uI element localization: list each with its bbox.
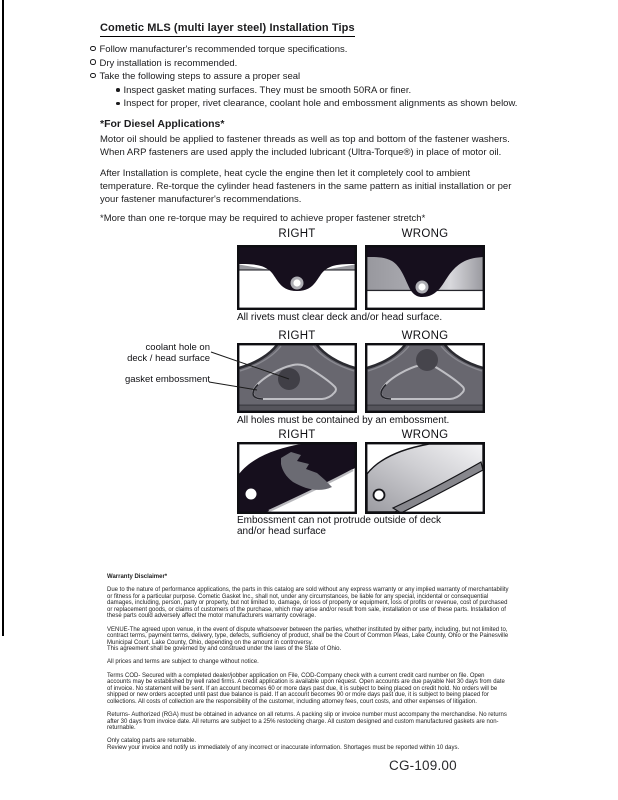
- tip-text: Dry installation is recommended.: [99, 57, 238, 69]
- page-title: Cometic MLS (multi layer steel) Installation Tips: [100, 22, 355, 37]
- filled-bullet-icon: [116, 102, 120, 106]
- list-item: [116, 84, 517, 98]
- embossment-wrong-illustration: [365, 343, 485, 413]
- protrusion-right-illustration: [237, 442, 357, 514]
- tip-text: Inspect for proper, rivet clearance, coolant hole and embossment alignments as shown below.: [123, 98, 518, 109]
- open-bullet-icon: [90, 59, 96, 65]
- diesel-paragraph-2: After Installation is complete, heat cycle the engine then let it completely cool to ambient temperature. Re-torque the cylinder head fasteners in the same pattern as initial installation or per your fastener manufacturer's recommendations.: [100, 168, 512, 205]
- tip-text: Take the following steps to assure a proper seal: [99, 71, 301, 82]
- rivet-clear-wrong-illustration: [365, 245, 485, 310]
- open-bullet-icon: [90, 73, 96, 79]
- fig1-wrong-diagram: [365, 245, 485, 310]
- list-item: [90, 70, 517, 84]
- page-code: CG-109.00: [389, 758, 457, 773]
- gasket-embossment-annotation: gasket embossment: [124, 374, 210, 385]
- disclaimer-paragraph: VENUE-The agreed upon venue, in the event of dispute whatsoever between the parties, whether instituted by either party, including, but not limited to, contract terms, payment terms, delivery, type, defects, sufficiency of product, shall be the Court of Common Pleas, Lake County, Ohio or the Painesville Municipal Court, Lake County, Ohio, depending on the amount in controversy.: [107, 626, 509, 646]
- diesel-paragraph-1: Motor oil should be applied to fastener threads as well as top and bottom of the fastener washers. When ARP fasteners are used apply the included lubricant (Ultra-Torque®) in place of motor oil.: [100, 134, 510, 158]
- fig3-wrong-label: WRONG: [401, 429, 449, 441]
- rivet-clear-right-illustration: [237, 245, 357, 310]
- disclaimer-paragraph: Terms COD- Secured with a completed dealer/jobber application on File, COD-Company check with a current credit card number on file. Open accounts may be established by well rated firms. A credit application is available upon request. Open accounts are due payable Net 30 days from date of invoice. No statement will be sent. If an account becomes 60 or more days past due, it is subject to being placed on credit hold. No orders will be shipped or new orders accepted until past due balance is paid. If an account becomes 90 or more days past due, it is subject to being placed for collections. All costs of collection are the responsibility of the customer, including attorney fees, court costs, and other expenses of litigation.: [107, 672, 505, 705]
- open-bullet-icon: [90, 46, 96, 52]
- fig1-right-diagram: [237, 245, 357, 310]
- disclaimer-paragraph: Review your invoice and notify us immediately of any incorrect or inaccurate information. Shortages must be reported within 10 days.: [107, 744, 460, 751]
- disclaimer-heading: Warranty Disclaimer*: [107, 574, 168, 580]
- fig2-wrong-label: WRONG: [401, 330, 449, 342]
- installation-tips-list: [90, 43, 517, 111]
- warranty-disclaimer: [107, 574, 509, 751]
- fig3-wrong-diagram: [365, 442, 485, 514]
- tip-text: Follow manufacturer's recommended torque specifications.: [99, 44, 348, 55]
- disclaimer-paragraph: All prices and terms are subject to change without notice.: [107, 659, 259, 666]
- fig2-wrong-diagram: [365, 343, 485, 413]
- disclaimer-paragraph: This agreement shall be governed by and construed under the laws of the State of Ohio.: [107, 646, 342, 653]
- fig2-caption: All holes must be contained by an embossment.: [237, 415, 450, 426]
- fig1-right-label: RIGHT: [278, 228, 316, 240]
- protrusion-wrong-illustration: [365, 442, 485, 514]
- fig3-right-label: RIGHT: [278, 429, 316, 441]
- tip-text: Inspect gasket mating surfaces. They must be smooth 50RA or finer.: [123, 84, 412, 96]
- filled-bullet-icon: [116, 88, 120, 92]
- disclaimer-paragraph: Returns- Authorized (RGA) must be obtained in advance on all returns. A packing slip or invoice number must accompany the merchandise. No returns after 30 days from invoice date. All returns are subject to a 25% restocking charge. All custom designed and custom manufactured gaskets are non-returnable.: [107, 712, 507, 732]
- diesel-applications-heading: *For Diesel Applications*: [100, 118, 225, 130]
- left-margin-rule: [2, 0, 4, 636]
- list-item: [90, 57, 517, 71]
- disclaimer-paragraph: Only catalog parts are returnable.: [107, 738, 197, 745]
- fig1-wrong-label: WRONG: [401, 228, 449, 240]
- fig3-caption-line2: and/or head surface: [237, 526, 326, 537]
- annotation-leader-lines: [205, 346, 305, 396]
- fig3-caption-line1: Embossment can not protrude outside of deck: [237, 515, 442, 526]
- disclaimer-paragraph: Due to the nature of performance applications, the parts in this catalog are sold without any express warranty or any implied warranty of merchantability or fitness for a particular purpose. Cometic Gasket Inc., shall not, under any circumstances, be liable for any special, incidental or consequential damages, including, person, party or property, but not limited to, damage, or loss of property or equipment, loss of profits or revenue, cost of purchased or replacement goods, or claims of customers of the purchase, which may arise and/or result from sale, installation or use of these parts. Installation of these parts could adversely affect the motor manufacturers warranty coverage.: [107, 587, 509, 620]
- list-item: [90, 43, 517, 57]
- fig2-right-label: RIGHT: [278, 330, 316, 342]
- fig3-right-diagram: [237, 442, 357, 514]
- coolant-hole-annotation: coolant hole on deck / head surface: [127, 342, 210, 364]
- fig1-caption: All rivets must clear deck and/or head surface.: [237, 312, 443, 323]
- retorque-note: *More than one re-torque may be required to achieve proper fastener stretch*: [100, 213, 426, 224]
- list-item: [116, 97, 517, 111]
